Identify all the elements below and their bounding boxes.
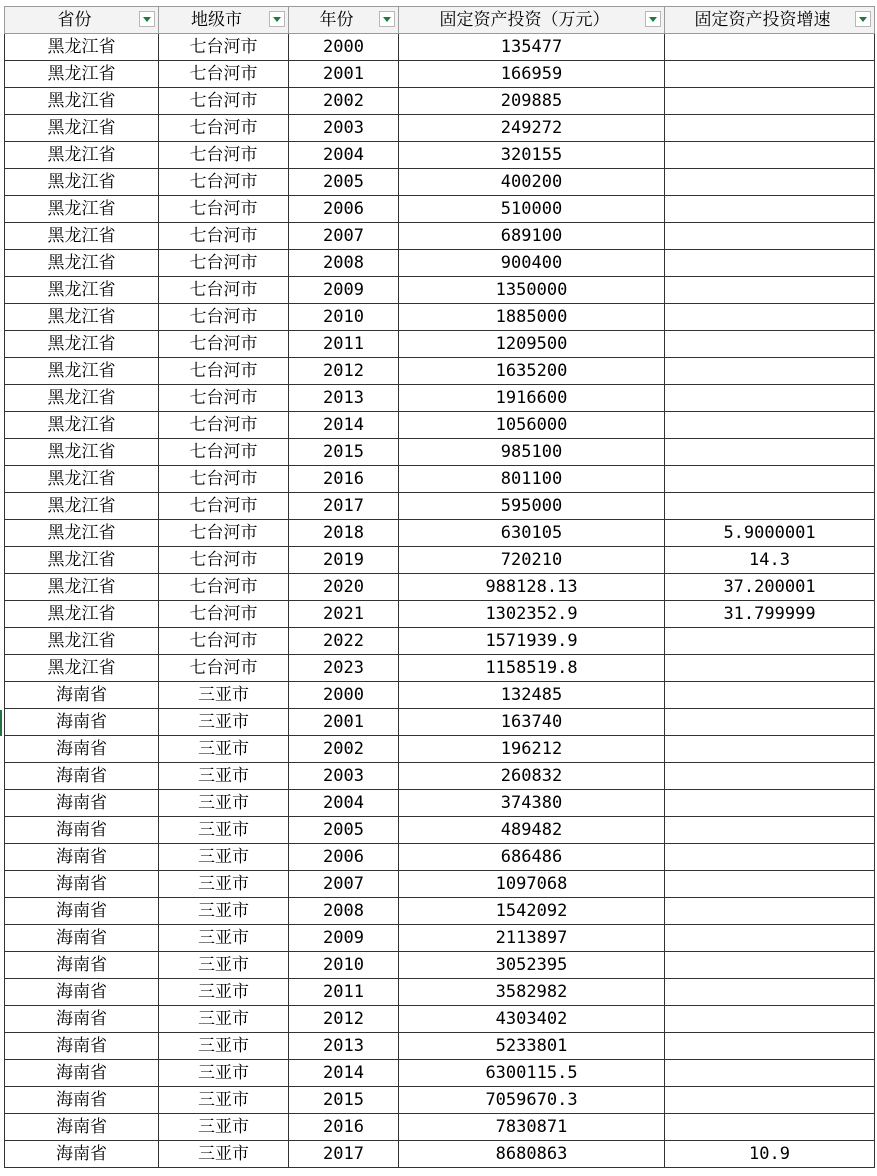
cell-investment[interactable]: 988128.13 [399,574,665,601]
cell-city[interactable]: 三亚市 [159,1141,289,1168]
cell-investment[interactable]: 135477 [399,34,665,61]
cell-year[interactable]: 2011 [289,979,399,1006]
table-row [5,763,875,790]
cell-province[interactable]: 黑龙江省 [5,61,159,88]
cell-province[interactable]: 海南省 [5,1006,159,1033]
cell-investment[interactable]: 6300115.5 [399,1060,665,1087]
cell-investment-growth[interactable] [665,736,875,763]
cell-province[interactable]: 海南省 [5,925,159,952]
cell-investment-growth[interactable] [665,412,875,439]
cell-province[interactable]: 黑龙江省 [5,628,159,655]
cell-year[interactable]: 2019 [289,547,399,574]
cell-province[interactable]: 黑龙江省 [5,547,159,574]
cell-investment-growth[interactable] [665,898,875,925]
cell-investment[interactable]: 900400 [399,250,665,277]
cell-city[interactable]: 七台河市 [159,520,289,547]
cell-province[interactable]: 黑龙江省 [5,520,159,547]
cell-investment[interactable]: 2113897 [399,925,665,952]
cell-province[interactable]: 黑龙江省 [5,385,159,412]
cell-city[interactable]: 七台河市 [159,331,289,358]
table-row [5,277,875,304]
cell-investment-growth[interactable] [665,844,875,871]
cell-province[interactable]: 黑龙江省 [5,439,159,466]
cell-province[interactable]: 黑龙江省 [5,412,159,439]
cell-investment-growth[interactable] [665,115,875,142]
cell-investment[interactable]: 1542092 [399,898,665,925]
cell-investment-growth[interactable] [665,952,875,979]
cell-city[interactable]: 三亚市 [159,898,289,925]
cell-year[interactable]: 2003 [289,115,399,142]
table-row [5,34,875,61]
cell-year[interactable]: 2017 [289,1141,399,1168]
cell-investment[interactable]: 510000 [399,196,665,223]
cell-investment-growth[interactable] [665,682,875,709]
table-row [5,358,875,385]
cell-city[interactable]: 七台河市 [159,223,289,250]
cell-investment-growth[interactable] [665,1033,875,1060]
cell-investment[interactable]: 260832 [399,763,665,790]
data-table [4,6,875,1168]
table-row [5,1033,875,1060]
table-row [5,925,875,952]
cell-province[interactable]: 海南省 [5,898,159,925]
cell-year[interactable]: 2002 [289,736,399,763]
header-investment-growth[interactable] [665,7,875,34]
cell-investment[interactable]: 5233801 [399,1033,665,1060]
table-row [5,709,875,736]
cell-year[interactable]: 2011 [289,331,399,358]
cell-city[interactable]: 七台河市 [159,493,289,520]
cell-city[interactable]: 七台河市 [159,34,289,61]
table-row [5,412,875,439]
cell-city[interactable]: 七台河市 [159,169,289,196]
cell-investment[interactable]: 1097068 [399,871,665,898]
cell-province[interactable]: 海南省 [5,763,159,790]
cell-year[interactable]: 2001 [289,709,399,736]
cell-province[interactable]: 海南省 [5,1060,159,1087]
filter-dropdown-icon[interactable] [855,11,871,27]
cell-investment[interactable]: 1302352.9 [399,601,665,628]
cell-investment[interactable]: 7059670.3 [399,1087,665,1114]
cell-investment-growth[interactable] [665,331,875,358]
cell-city[interactable]: 七台河市 [159,628,289,655]
cell-investment-growth[interactable] [665,1087,875,1114]
cell-province[interactable]: 黑龙江省 [5,304,159,331]
cell-city[interactable]: 三亚市 [159,952,289,979]
cell-investment-growth[interactable] [665,169,875,196]
cell-city[interactable]: 三亚市 [159,1087,289,1114]
cell-investment-growth[interactable] [665,196,875,223]
cell-year[interactable]: 2010 [289,952,399,979]
cell-year[interactable]: 2020 [289,574,399,601]
header-row [5,7,875,34]
cell-investment-growth[interactable] [665,871,875,898]
cell-year[interactable]: 2015 [289,1087,399,1114]
cell-investment-growth[interactable] [665,979,875,1006]
cell-city[interactable]: 三亚市 [159,871,289,898]
table-row [5,466,875,493]
cell-city[interactable]: 三亚市 [159,763,289,790]
cell-province[interactable]: 黑龙江省 [5,88,159,115]
table-row [5,871,875,898]
cell-province[interactable]: 黑龙江省 [5,331,159,358]
header-investment[interactable] [399,7,665,34]
cell-province[interactable]: 黑龙江省 [5,142,159,169]
cell-province[interactable]: 海南省 [5,736,159,763]
cell-year[interactable]: 2010 [289,304,399,331]
cell-year[interactable]: 2014 [289,1060,399,1087]
cell-year[interactable]: 2006 [289,196,399,223]
cell-province[interactable]: 海南省 [5,1114,159,1141]
table-row [5,1060,875,1087]
cell-year[interactable]: 2018 [289,520,399,547]
cell-investment[interactable]: 8680863 [399,1141,665,1168]
cell-investment[interactable]: 196212 [399,736,665,763]
cell-year[interactable]: 2004 [289,142,399,169]
table-row [5,304,875,331]
cell-investment[interactable]: 249272 [399,115,665,142]
cell-province[interactable]: 海南省 [5,817,159,844]
table-row [5,682,875,709]
cell-investment[interactable]: 1916600 [399,385,665,412]
table-row [5,331,875,358]
cell-province[interactable]: 海南省 [5,871,159,898]
cell-province[interactable]: 黑龙江省 [5,196,159,223]
table-row [5,1087,875,1114]
cell-province[interactable]: 黑龙江省 [5,223,159,250]
header-label: 地级市 [191,10,242,30]
table-row [5,196,875,223]
table-row [5,142,875,169]
filter-dropdown-icon[interactable] [645,11,661,27]
cell-investment-growth[interactable] [665,358,875,385]
cell-investment-growth[interactable] [665,493,875,520]
cell-investment[interactable]: 630105 [399,520,665,547]
cell-city[interactable]: 三亚市 [159,736,289,763]
table-row [5,520,875,547]
cell-investment-growth[interactable]: 31.799999 [665,601,875,628]
table-row [5,88,875,115]
cell-investment-growth[interactable]: 10.9 [665,1141,875,1168]
cell-investment-growth[interactable] [665,304,875,331]
cell-investment[interactable]: 1571939.9 [399,628,665,655]
cell-investment[interactable]: 1209500 [399,331,665,358]
cell-province[interactable]: 黑龙江省 [5,655,159,682]
header-province[interactable] [5,7,159,34]
cell-year[interactable]: 2023 [289,655,399,682]
cell-city[interactable]: 七台河市 [159,412,289,439]
cell-investment-growth[interactable] [665,385,875,412]
header-year[interactable] [289,7,399,34]
cell-year[interactable]: 2016 [289,1114,399,1141]
cell-province[interactable]: 海南省 [5,790,159,817]
cell-province[interactable]: 黑龙江省 [5,466,159,493]
cell-province[interactable]: 黑龙江省 [5,115,159,142]
cell-investment[interactable]: 720210 [399,547,665,574]
table-row [5,1114,875,1141]
cell-city[interactable]: 七台河市 [159,88,289,115]
cell-province[interactable]: 海南省 [5,952,159,979]
cell-investment[interactable]: 1635200 [399,358,665,385]
cell-investment[interactable]: 4303402 [399,1006,665,1033]
cell-investment-growth[interactable] [665,925,875,952]
cell-city[interactable]: 七台河市 [159,196,289,223]
cell-year[interactable]: 2012 [289,358,399,385]
cell-city[interactable]: 七台河市 [159,115,289,142]
cell-year[interactable]: 2013 [289,385,399,412]
cell-investment-growth[interactable]: 14.3 [665,547,875,574]
cell-year[interactable]: 2021 [289,601,399,628]
cell-province[interactable]: 海南省 [5,682,159,709]
cell-year[interactable]: 2001 [289,61,399,88]
cell-city[interactable]: 七台河市 [159,61,289,88]
cell-investment-growth[interactable] [665,61,875,88]
cell-investment-growth[interactable] [665,1006,875,1033]
cell-investment-growth[interactable] [665,655,875,682]
cell-year[interactable]: 2008 [289,250,399,277]
cell-investment-growth[interactable] [665,1114,875,1141]
table-row [5,493,875,520]
cell-investment-growth[interactable] [665,1060,875,1087]
cell-year[interactable]: 2000 [289,34,399,61]
cell-city[interactable]: 三亚市 [159,817,289,844]
cell-year[interactable]: 2007 [289,871,399,898]
cell-investment[interactable]: 686486 [399,844,665,871]
cell-province[interactable]: 海南省 [5,1033,159,1060]
cell-province[interactable]: 黑龙江省 [5,358,159,385]
table-row [5,115,875,142]
cell-city[interactable]: 三亚市 [159,682,289,709]
header-label: 固定资产投资（万元） [439,10,610,30]
cell-year[interactable]: 2013 [289,1033,399,1060]
table-row [5,223,875,250]
cell-city[interactable]: 七台河市 [159,466,289,493]
table-row [5,385,875,412]
cell-investment[interactable]: 374380 [399,790,665,817]
header-label: 固定资产投资增速 [694,10,831,30]
cell-city[interactable]: 三亚市 [159,709,289,736]
cell-investment-growth[interactable] [665,817,875,844]
cell-city[interactable]: 三亚市 [159,1060,289,1087]
cell-year[interactable]: 2008 [289,898,399,925]
cell-investment[interactable]: 1350000 [399,277,665,304]
table-row [5,736,875,763]
header-label: 年份 [319,10,354,30]
cell-investment[interactable]: 1158519.8 [399,655,665,682]
cell-province[interactable]: 海南省 [5,979,159,1006]
filter-dropdown-icon[interactable] [379,11,395,27]
filter-dropdown-icon[interactable] [269,11,285,27]
cell-investment[interactable]: 3052395 [399,952,665,979]
cell-year[interactable]: 2004 [289,790,399,817]
cell-investment[interactable]: 320155 [399,142,665,169]
cell-investment[interactable]: 7830871 [399,1114,665,1141]
active-row-marker [0,710,2,736]
cell-investment-growth[interactable] [665,142,875,169]
table-row [5,1006,875,1033]
cell-year[interactable]: 2005 [289,817,399,844]
table-row [5,574,875,601]
cell-city[interactable]: 七台河市 [159,655,289,682]
cell-investment-growth[interactable] [665,628,875,655]
table-row [5,952,875,979]
table-row [5,655,875,682]
cell-investment-growth[interactable] [665,250,875,277]
cell-investment[interactable]: 3582982 [399,979,665,1006]
header-label: 省份 [57,10,92,30]
cell-province[interactable]: 黑龙江省 [5,493,159,520]
table-row [5,250,875,277]
table-row [5,547,875,574]
cell-investment[interactable]: 209885 [399,88,665,115]
cell-year[interactable]: 2014 [289,412,399,439]
cell-investment[interactable]: 985100 [399,439,665,466]
cell-investment-growth[interactable] [665,277,875,304]
table-row [5,817,875,844]
cell-year[interactable]: 2016 [289,466,399,493]
cell-city[interactable]: 七台河市 [159,250,289,277]
cell-city[interactable]: 七台河市 [159,601,289,628]
table-row [5,1141,875,1168]
cell-city[interactable]: 七台河市 [159,547,289,574]
cell-investment[interactable]: 400200 [399,169,665,196]
cell-city[interactable]: 七台河市 [159,574,289,601]
cell-year[interactable]: 2003 [289,763,399,790]
cell-year[interactable]: 2005 [289,169,399,196]
cell-city[interactable]: 七台河市 [159,304,289,331]
cell-year[interactable]: 2015 [289,439,399,466]
header-city[interactable] [159,7,289,34]
cell-city[interactable]: 七台河市 [159,439,289,466]
cell-investment[interactable]: 595000 [399,493,665,520]
cell-investment[interactable]: 1056000 [399,412,665,439]
cell-year[interactable]: 2007 [289,223,399,250]
cell-year[interactable]: 2002 [289,88,399,115]
cell-province[interactable]: 黑龙江省 [5,34,159,61]
cell-province[interactable]: 海南省 [5,1141,159,1168]
cell-city[interactable]: 三亚市 [159,925,289,952]
cell-investment[interactable]: 801100 [399,466,665,493]
cell-investment-growth[interactable] [665,763,875,790]
cell-city[interactable]: 三亚市 [159,1033,289,1060]
cell-investment-growth[interactable] [665,34,875,61]
cell-province[interactable]: 黑龙江省 [5,169,159,196]
cell-city[interactable]: 七台河市 [159,277,289,304]
cell-province[interactable]: 海南省 [5,709,159,736]
table-row [5,790,875,817]
cell-investment-growth[interactable] [665,709,875,736]
cell-investment-growth[interactable] [665,223,875,250]
cell-year[interactable]: 2009 [289,277,399,304]
table-row [5,979,875,1006]
cell-city[interactable]: 七台河市 [159,358,289,385]
cell-province[interactable]: 海南省 [5,844,159,871]
cell-city[interactable]: 三亚市 [159,844,289,871]
cell-investment-growth[interactable]: 37.200001 [665,574,875,601]
cell-year[interactable]: 2000 [289,682,399,709]
cell-investment-growth[interactable]: 5.9000001 [665,520,875,547]
cell-province[interactable]: 黑龙江省 [5,277,159,304]
cell-investment[interactable]: 689100 [399,223,665,250]
cell-province[interactable]: 海南省 [5,1087,159,1114]
cell-investment[interactable]: 489482 [399,817,665,844]
cell-investment[interactable]: 166959 [399,61,665,88]
cell-city[interactable]: 三亚市 [159,1114,289,1141]
table-row [5,628,875,655]
cell-investment-growth[interactable] [665,88,875,115]
table-row [5,601,875,628]
cell-year[interactable]: 2022 [289,628,399,655]
cell-province[interactable]: 黑龙江省 [5,574,159,601]
table-row [5,169,875,196]
cell-city[interactable]: 七台河市 [159,385,289,412]
cell-city[interactable]: 七台河市 [159,142,289,169]
cell-city[interactable]: 三亚市 [159,1006,289,1033]
cell-city[interactable]: 三亚市 [159,790,289,817]
cell-city[interactable]: 三亚市 [159,979,289,1006]
cell-investment[interactable]: 163740 [399,709,665,736]
cell-year[interactable]: 2006 [289,844,399,871]
table-row [5,439,875,466]
cell-investment[interactable]: 132485 [399,682,665,709]
table-row [5,61,875,88]
table-row [5,898,875,925]
cell-year[interactable]: 2012 [289,1006,399,1033]
cell-province[interactable]: 黑龙江省 [5,601,159,628]
cell-year[interactable]: 2017 [289,493,399,520]
cell-investment-growth[interactable] [665,790,875,817]
table-row [5,844,875,871]
cell-province[interactable]: 黑龙江省 [5,250,159,277]
cell-investment[interactable]: 1885000 [399,304,665,331]
filter-dropdown-icon[interactable] [139,11,155,27]
cell-investment-growth[interactable] [665,466,875,493]
cell-year[interactable]: 2009 [289,925,399,952]
cell-investment-growth[interactable] [665,439,875,466]
